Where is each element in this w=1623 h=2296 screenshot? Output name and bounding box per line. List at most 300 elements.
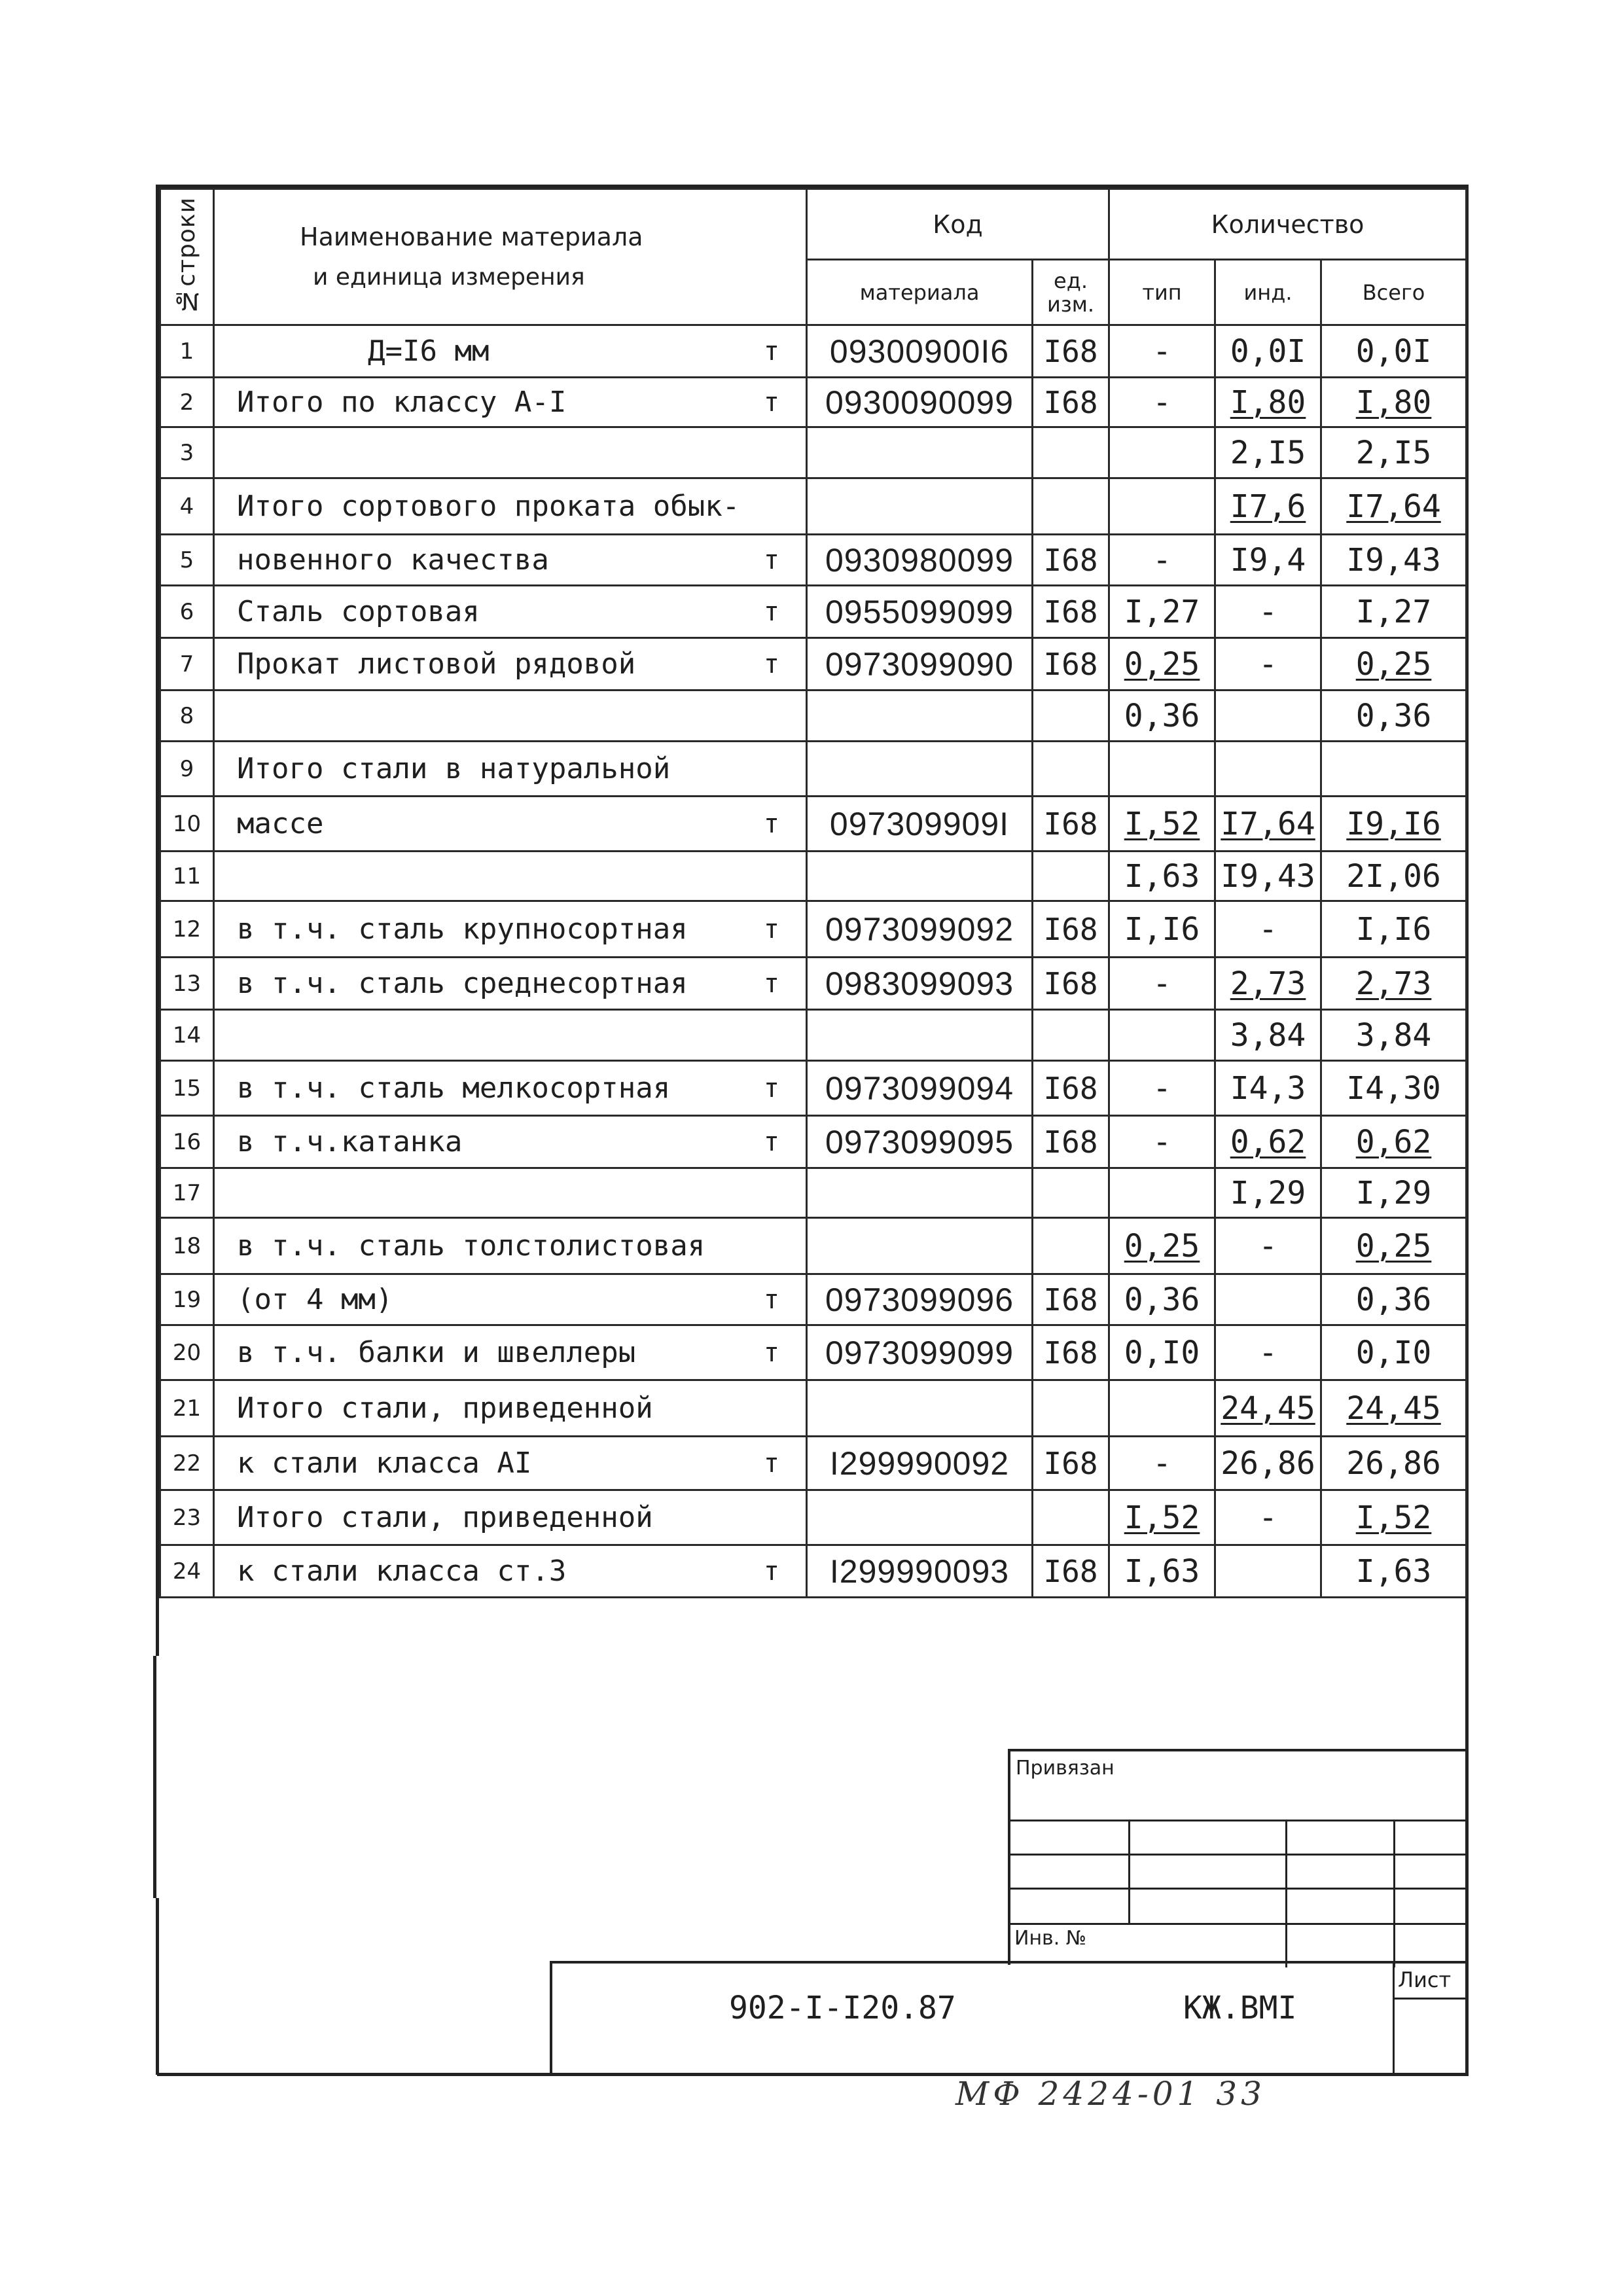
material-name: Итого стали, приведенной — [237, 1391, 653, 1425]
qty-total-cell — [1321, 1168, 1467, 1218]
row-number-cell — [160, 1168, 214, 1218]
qty-ind: I,80 — [1230, 384, 1306, 421]
stamp-line — [1128, 1820, 1130, 1924]
unit-code-cell — [1033, 742, 1109, 797]
material-code-cell — [807, 586, 1033, 638]
unit-code-cell — [1033, 586, 1109, 638]
table-row — [160, 325, 1467, 378]
material-name: в т.ч. сталь крупносортная — [237, 912, 688, 946]
table-row — [160, 691, 1467, 742]
qty-total: I7,64 — [1346, 488, 1441, 525]
qty-total-cell — [1321, 901, 1467, 958]
qty-type: 0,I0 — [1124, 1334, 1200, 1371]
material-name-cell — [214, 638, 807, 691]
material-name-cell — [214, 378, 807, 427]
material-code: 09300900I6 — [829, 332, 1010, 370]
unit-code: I68 — [1043, 646, 1098, 682]
unit-code-cell — [1033, 478, 1109, 535]
material-code-cell — [807, 325, 1033, 378]
measurement-unit: т — [763, 596, 779, 627]
qty-ind-cell — [1215, 378, 1321, 427]
qty-ind: 0,0I — [1230, 332, 1306, 370]
table-row — [160, 797, 1467, 852]
table-row — [160, 586, 1467, 638]
row-number-cell — [160, 1274, 214, 1325]
row-number-cell — [160, 1116, 214, 1168]
qty-total: I,27 — [1355, 593, 1432, 630]
measurement-unit: т — [763, 1337, 779, 1368]
unit-code-cell — [1033, 1545, 1109, 1598]
qty-type-cell — [1109, 1116, 1215, 1168]
table-row — [160, 427, 1467, 478]
qty-total-cell — [1321, 1325, 1467, 1380]
qty-type: 0,25 — [1124, 645, 1200, 683]
row-number: 14 — [172, 1022, 202, 1049]
material-name: Итого стали, приведенной — [237, 1501, 653, 1534]
qty-total-cell — [1321, 1218, 1467, 1274]
qty-ind: I7,6 — [1230, 488, 1306, 525]
row-number-header — [160, 189, 214, 325]
qty-type-cell — [1109, 1545, 1215, 1598]
measurement-unit: т — [763, 387, 779, 418]
row-number-cell — [160, 1061, 214, 1116]
measurement-unit: т — [763, 808, 779, 839]
measurement-unit: т — [763, 1284, 779, 1315]
unit-code: I68 — [1043, 806, 1098, 842]
code-unit-header — [1033, 260, 1109, 325]
qty-total-cell — [1321, 535, 1467, 586]
material-code: 0955099099 — [825, 593, 1014, 630]
qty-ind-header: инд. — [1215, 260, 1321, 325]
qty-ind-cell — [1215, 1545, 1321, 1598]
material-code: I299990093 — [829, 1552, 1010, 1590]
qty-total-cell — [1321, 1437, 1467, 1490]
sheet-label: Лист — [1398, 1967, 1452, 1992]
material-code-cell — [807, 1325, 1033, 1380]
qty-ind-cell — [1215, 1325, 1321, 1380]
qty-ind: - — [1258, 593, 1277, 630]
row-number: 13 — [172, 970, 202, 997]
qty-ind: - — [1258, 910, 1277, 948]
row-number-cell — [160, 427, 214, 478]
qty-ind-cell — [1215, 1218, 1321, 1274]
qty-type: I,52 — [1124, 1499, 1200, 1536]
material-code-cell — [807, 1116, 1033, 1168]
material-name-cell — [214, 1116, 807, 1168]
material-code: 0983099093 — [825, 965, 1014, 1002]
table-row — [160, 1325, 1467, 1380]
material-code-cell — [807, 638, 1033, 691]
material-code-cell — [807, 378, 1033, 427]
qty-ind: - — [1258, 1334, 1277, 1371]
material-name: массе — [237, 807, 324, 840]
qty-type: I,63 — [1124, 1552, 1200, 1590]
row-number: 19 — [172, 1286, 202, 1313]
row-number-header-label: №строки — [173, 197, 200, 314]
unit-code: I68 — [1043, 1553, 1098, 1589]
table-row — [160, 1545, 1467, 1598]
qty-total-cell — [1321, 638, 1467, 691]
title-block — [550, 1961, 1469, 2075]
row-number-cell — [160, 1380, 214, 1437]
qty-ind: I7,64 — [1221, 805, 1315, 842]
unit-code-cell — [1033, 797, 1109, 852]
material-name: Сталь сортовая — [237, 595, 480, 628]
qty-total: 0,I0 — [1355, 1334, 1432, 1371]
code-unit-header-line1: ед. — [1054, 268, 1088, 293]
qty-type-cell — [1109, 1168, 1215, 1218]
row-number-cell — [160, 1437, 214, 1490]
row-number: 5 — [179, 547, 194, 573]
qty-type: - — [1152, 384, 1171, 421]
qty-type: 0,25 — [1124, 1227, 1200, 1265]
qty-ind-cell — [1215, 742, 1321, 797]
material-name-cell — [214, 958, 807, 1010]
material-name: Д=I6 мм — [368, 334, 490, 368]
qty-ind: I9,4 — [1230, 541, 1306, 579]
unit-code-cell — [1033, 1010, 1109, 1061]
table-row — [160, 1168, 1467, 1218]
measurement-unit: т — [763, 968, 779, 999]
qty-ind-cell — [1215, 586, 1321, 638]
inv-label: Инв. № — [1014, 1927, 1087, 1950]
measurement-unit: т — [763, 914, 779, 944]
unit-code-cell — [1033, 1274, 1109, 1325]
material-code-cell — [807, 1061, 1033, 1116]
unit-code-cell — [1033, 535, 1109, 586]
row-number-cell — [160, 901, 214, 958]
row-number: 21 — [172, 1395, 202, 1422]
qty-type: I,I6 — [1124, 910, 1200, 948]
material-name: Итого сортового проката обык- — [237, 490, 740, 523]
material-code-cell — [807, 852, 1033, 901]
material-code: 0930980099 — [825, 541, 1014, 579]
material-name-cell — [214, 478, 807, 535]
row-number: 23 — [172, 1504, 202, 1531]
unit-code-cell — [1033, 852, 1109, 901]
material-code-cell — [807, 742, 1033, 797]
qty-total: 3,84 — [1355, 1016, 1432, 1054]
row-number-cell — [160, 1218, 214, 1274]
stamp-line — [1010, 1888, 1469, 1890]
qty-type: I,63 — [1124, 857, 1200, 895]
qty-ind-cell — [1215, 1437, 1321, 1490]
material-name-cell — [214, 1274, 807, 1325]
title-block-divider — [1393, 1964, 1395, 2075]
row-number-cell — [160, 586, 214, 638]
qty-total: I4,30 — [1346, 1069, 1441, 1107]
material-name: (от 4 мм) — [237, 1283, 393, 1316]
measurement-unit: т — [763, 336, 779, 367]
qty-ind: I9,43 — [1221, 857, 1315, 895]
qty-total-cell — [1321, 1490, 1467, 1545]
qty-total-cell — [1321, 742, 1467, 797]
material-name-cell — [214, 1380, 807, 1437]
row-number: 10 — [172, 810, 202, 837]
material-code-cell — [807, 901, 1033, 958]
material-code: 0973099099 — [825, 1334, 1014, 1371]
qty-type-header: тип — [1109, 260, 1215, 325]
table-row — [160, 1380, 1467, 1437]
frame-left-edge-lower — [156, 1898, 159, 2075]
material-name-cell — [214, 325, 807, 378]
qty-total-cell — [1321, 325, 1467, 378]
qty-total-cell — [1321, 1061, 1467, 1116]
qty-ind-cell — [1215, 797, 1321, 852]
stamp-line — [1393, 1820, 1395, 1967]
unit-code-cell — [1033, 638, 1109, 691]
material-code: 0973099090 — [825, 645, 1014, 683]
qty-ind-cell — [1215, 1490, 1321, 1545]
row-number-cell — [160, 958, 214, 1010]
table-row — [160, 478, 1467, 535]
row-number: 12 — [172, 916, 202, 942]
material-name-cell — [214, 1490, 807, 1545]
qty-total: I9,43 — [1346, 541, 1441, 579]
qty-total: 2,I5 — [1355, 434, 1432, 471]
qty-type-cell — [1109, 1061, 1215, 1116]
qty-type: 0,36 — [1124, 1281, 1200, 1318]
row-number: 2 — [179, 389, 194, 416]
qty-ind-cell — [1215, 535, 1321, 586]
row-number-cell — [160, 325, 214, 378]
row-number-cell — [160, 1490, 214, 1545]
qty-total: 0,25 — [1355, 645, 1432, 683]
qty-total-cell — [1321, 1010, 1467, 1061]
qty-total: 0,0I — [1355, 332, 1432, 370]
material-code: 0973099092 — [825, 910, 1014, 948]
qty-ind-cell — [1215, 1274, 1321, 1325]
material-code: 0973099096 — [825, 1281, 1014, 1318]
unit-code: I68 — [1043, 594, 1098, 630]
code-material-header: материала — [807, 260, 1033, 325]
qty-ind: I,29 — [1230, 1174, 1306, 1211]
qty-type-cell — [1109, 1490, 1215, 1545]
row-number-cell — [160, 535, 214, 586]
frame-left-edge-mid — [153, 1656, 156, 1898]
row-number: 15 — [172, 1075, 202, 1102]
qty-type: 0,36 — [1124, 697, 1200, 734]
qty-ind: - — [1258, 1499, 1277, 1536]
material-name: новенного качества — [237, 543, 549, 577]
name-header-line2: и единица измерения — [313, 263, 585, 291]
qty-type: - — [1152, 332, 1171, 370]
name-header-line1: Наименование материала — [300, 222, 643, 251]
privyazan-label: Привязан — [1016, 1757, 1115, 1780]
qty-type-cell — [1109, 1380, 1215, 1437]
material-code-cell — [807, 958, 1033, 1010]
table-row — [160, 1218, 1467, 1274]
qty-ind-cell — [1215, 852, 1321, 901]
table-row — [160, 1490, 1467, 1545]
code-unit-header-line2: изм. — [1046, 291, 1095, 317]
table-row — [160, 1274, 1467, 1325]
row-number: 6 — [179, 598, 194, 625]
qty-ind: 3,84 — [1230, 1016, 1306, 1054]
unit-code-cell — [1033, 1218, 1109, 1274]
material-code-cell — [807, 1490, 1033, 1545]
qty-ind-cell — [1215, 691, 1321, 742]
qty-total: 2,73 — [1355, 965, 1432, 1002]
stamp-line — [1010, 1820, 1469, 1821]
material-code: 0973099095 — [825, 1123, 1014, 1160]
material-name-cell — [214, 1437, 807, 1490]
unit-code-cell — [1033, 691, 1109, 742]
unit-code-cell — [1033, 1116, 1109, 1168]
qty-type: - — [1152, 1069, 1171, 1107]
material-code-cell — [807, 691, 1033, 742]
material-code: 0930090099 — [825, 384, 1014, 421]
qty-type-cell — [1109, 638, 1215, 691]
material-name: Итого стали в натуральной — [237, 752, 671, 785]
qty-total-cell — [1321, 1274, 1467, 1325]
qty-type: I,52 — [1124, 805, 1200, 842]
table-row — [160, 852, 1467, 901]
unit-code-cell — [1033, 901, 1109, 958]
qty-ind: 2,I5 — [1230, 434, 1306, 471]
qty-total-cell — [1321, 1116, 1467, 1168]
material-code: I299990092 — [829, 1444, 1010, 1482]
code-header: Код — [807, 189, 1109, 260]
row-number-cell — [160, 1545, 214, 1598]
qty-total: 24,45 — [1346, 1390, 1441, 1427]
unit-code-cell — [1033, 378, 1109, 427]
material-code-cell — [807, 1274, 1033, 1325]
qty-type-cell — [1109, 586, 1215, 638]
qty-total: I9,I6 — [1346, 805, 1441, 842]
measurement-unit: т — [763, 1448, 779, 1479]
qty-total-cell — [1321, 958, 1467, 1010]
qty-ind: 24,45 — [1221, 1390, 1315, 1427]
material-code-cell — [807, 1010, 1033, 1061]
material-name: в т.ч. сталь мелкосортная — [237, 1071, 671, 1105]
measurement-unit: т — [763, 1556, 779, 1587]
qty-total: 0,36 — [1355, 1281, 1432, 1318]
material-name-cell — [214, 427, 807, 478]
qty-type-cell — [1109, 1274, 1215, 1325]
table-row — [160, 378, 1467, 427]
row-number-cell — [160, 378, 214, 427]
material-name: Прокат листовой рядовой — [237, 647, 636, 681]
material-name-cell — [214, 797, 807, 852]
qty-total-header: Всего — [1321, 260, 1467, 325]
qty-ind-cell — [1215, 1010, 1321, 1061]
material-name: в т.ч.катанка — [237, 1125, 463, 1158]
material-name-cell — [214, 586, 807, 638]
table-row — [160, 638, 1467, 691]
row-number: 1 — [179, 338, 194, 365]
qty-ind-cell — [1215, 478, 1321, 535]
row-number: 17 — [172, 1179, 202, 1206]
qty-type: - — [1152, 1123, 1171, 1160]
qty-ind-cell — [1215, 638, 1321, 691]
material-name-cell — [214, 1061, 807, 1116]
qty-type-cell — [1109, 797, 1215, 852]
material-code-cell — [807, 478, 1033, 535]
material-name-cell — [214, 742, 807, 797]
qty-type-cell — [1109, 742, 1215, 797]
material-name-cell — [214, 901, 807, 958]
unit-code-cell — [1033, 958, 1109, 1010]
material-name-cell — [214, 691, 807, 742]
qty-ind-cell — [1215, 427, 1321, 478]
qty-total: 0,36 — [1355, 697, 1432, 734]
stamp-line — [1285, 1820, 1287, 1967]
material-code-cell — [807, 1218, 1033, 1274]
qty-type: - — [1152, 541, 1171, 579]
row-number-cell — [160, 478, 214, 535]
qty-ind-cell — [1215, 1061, 1321, 1116]
qty-total: 0,62 — [1355, 1123, 1432, 1160]
measurement-unit: т — [763, 1126, 779, 1157]
qty-ind-cell — [1215, 1380, 1321, 1437]
material-name: к стали класса АI — [237, 1446, 532, 1480]
qty-total: I,29 — [1355, 1174, 1432, 1211]
row-number-cell — [160, 638, 214, 691]
row-number: 16 — [172, 1128, 202, 1155]
material-name: в т.ч. сталь толстолистовая — [237, 1229, 705, 1263]
row-number: 20 — [172, 1339, 202, 1366]
material-name: Итого по классу А-I — [237, 386, 567, 419]
name-header — [214, 189, 807, 325]
qty-type-cell — [1109, 1437, 1215, 1490]
qty-total: 2I,06 — [1346, 857, 1441, 895]
material-name-cell — [214, 1218, 807, 1274]
doc-code: 902-I-I20.87 — [729, 1990, 956, 2026]
row-number-cell — [160, 742, 214, 797]
material-spec-table — [159, 188, 1467, 1598]
qty-ind: 26,86 — [1221, 1444, 1315, 1482]
unit-code: I68 — [1043, 542, 1098, 578]
material-name-cell — [214, 1325, 807, 1380]
qty-ind: 0,62 — [1230, 1123, 1306, 1160]
unit-code: I68 — [1043, 1070, 1098, 1106]
qty-total-cell — [1321, 1545, 1467, 1598]
measurement-unit: т — [763, 1073, 779, 1103]
qty-total: I,63 — [1355, 1552, 1432, 1590]
material-code-cell — [807, 1545, 1033, 1598]
qty-type: - — [1152, 1444, 1171, 1482]
qty-ind-cell — [1215, 325, 1321, 378]
row-number: 3 — [179, 439, 194, 466]
unit-code: I68 — [1043, 333, 1098, 369]
material-name: в т.ч. балки и швеллеры — [237, 1336, 636, 1369]
stamp-line — [1010, 1923, 1469, 1925]
quantity-header: Количество — [1109, 189, 1467, 260]
material-name-cell — [214, 1168, 807, 1218]
qty-total: I,80 — [1355, 384, 1432, 421]
qty-type-cell — [1109, 427, 1215, 478]
qty-total-cell — [1321, 691, 1467, 742]
row-number-cell — [160, 1325, 214, 1380]
qty-type-cell — [1109, 691, 1215, 742]
qty-ind-cell — [1215, 901, 1321, 958]
qty-ind: - — [1258, 645, 1277, 683]
row-number-cell — [160, 1010, 214, 1061]
unit-code-cell — [1033, 1325, 1109, 1380]
unit-code-cell — [1033, 325, 1109, 378]
material-name-cell — [214, 535, 807, 586]
table-row — [160, 742, 1467, 797]
material-code-cell — [807, 797, 1033, 852]
stamp-line — [1010, 1854, 1469, 1856]
title-block-divider — [1393, 1998, 1469, 2000]
qty-type-cell — [1109, 325, 1215, 378]
qty-total: 26,86 — [1346, 1444, 1441, 1482]
qty-total: I,52 — [1355, 1499, 1432, 1536]
material-name: в т.ч. сталь среднесортная — [237, 967, 688, 1000]
qty-type: I,27 — [1124, 593, 1200, 630]
